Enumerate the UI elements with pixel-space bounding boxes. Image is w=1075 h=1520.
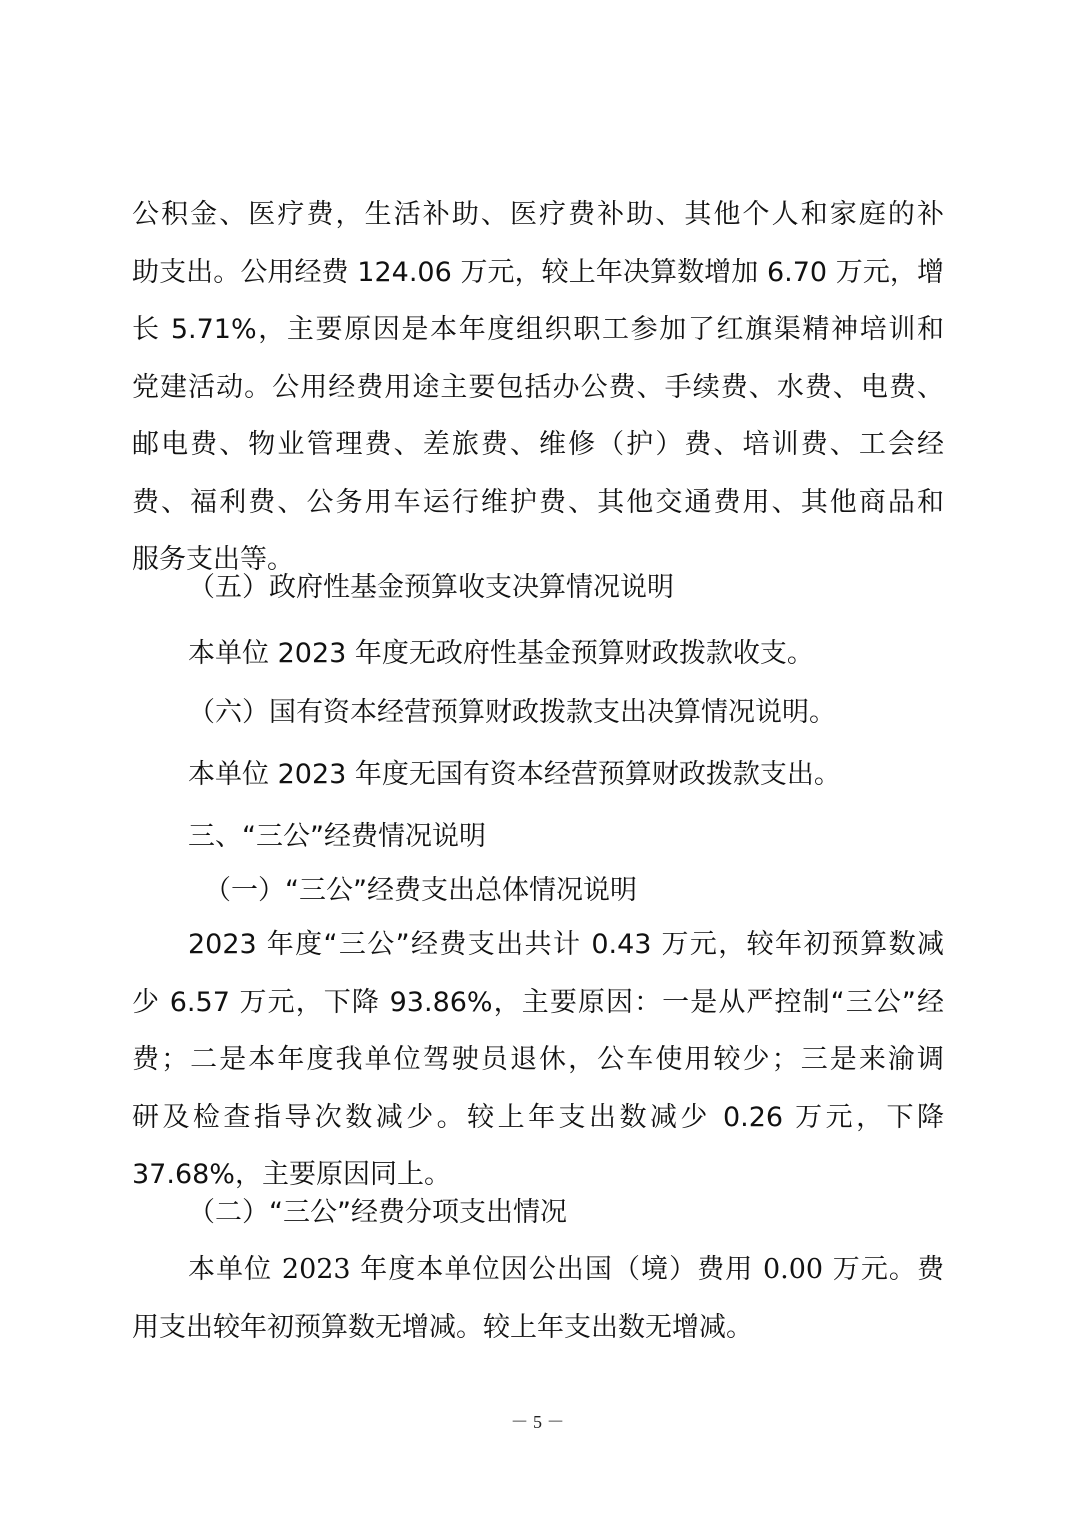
text-line: 本单位 2023 年度无政府性基金预算财政拨款收支。 xyxy=(188,638,814,669)
paragraph-overall xyxy=(132,916,944,1204)
section-fund-budget xyxy=(132,559,944,617)
text-line: 用支出较年初预算数无增减。较上年支出数无增减。 xyxy=(132,1311,753,1343)
text-line: 少 6.57 万元，下降 93.86%，主要原因：一是从严控制“三公”经 xyxy=(132,986,944,1018)
text-line: 服务支出等。 xyxy=(132,544,294,575)
text-line: 助支出。公用经费 124.06 万元，较上年决算数增加 6.70 万元，增 xyxy=(132,256,944,288)
text-line: 邮电费、物业管理费、差旅费、维修（护）费、培训费、工会经 xyxy=(132,429,944,460)
paragraph-state-capital xyxy=(132,746,944,804)
text-line: 党建活动。公用经费用途主要包括办公费、手续费、水费、电费、 xyxy=(132,371,944,403)
paragraph-fund-budget xyxy=(132,625,944,683)
text-line: 2023 年度“三公”经费支出共计 0.43 万元，较年初预算数减 xyxy=(188,929,944,960)
paragraph-itemized xyxy=(132,1241,944,1356)
section-state-capital xyxy=(132,684,944,742)
text-line: 公积金、医疗费，生活补助、医疗费补助、其他个人和家庭的补 xyxy=(132,199,944,230)
text-line: 37.68%，主要原因同上。 xyxy=(132,1159,451,1190)
subsection-heading: （一）“三公”经费支出总体情况说明 xyxy=(204,875,637,906)
text-line: 费、福利费、公务用车运行维护费、其他交通费用、其他商品和 xyxy=(132,486,944,518)
subsection-itemized xyxy=(132,1184,944,1242)
section-heading: 三、“三公”经费情况说明 xyxy=(188,821,486,852)
text-line: 长 5.71%，主要原因是本年度组织职工参加了红旗渠精神培训和 xyxy=(132,314,944,345)
text-line: 费；二是本年度我单位驾驶员退休，公车使用较少；三是来渝调 xyxy=(132,1044,944,1075)
subsection-overall xyxy=(132,862,944,920)
page-number: － 5 － xyxy=(510,1412,565,1432)
text-line: 本单位 2023 年度本单位因公出国（境）费用 0.00 万元。费 xyxy=(188,1254,944,1285)
text-line: 本单位 2023 年度无国有资本经营预算财政拨款支出。 xyxy=(188,759,841,790)
section-heading: （六）国有资本经营预算财政拨款支出决算情况说明。 xyxy=(188,697,836,728)
paragraph-public-expenses xyxy=(132,186,944,589)
subsection-heading: （二）“三公”经费分项支出情况 xyxy=(188,1197,567,1228)
section-three-public xyxy=(132,808,944,866)
text-line: 研及检查指导次数减少。较上年支出数减少 0.26 万元，下降 xyxy=(132,1101,944,1133)
section-heading: （五）政府性基金预算收支决算情况说明 xyxy=(188,572,674,603)
